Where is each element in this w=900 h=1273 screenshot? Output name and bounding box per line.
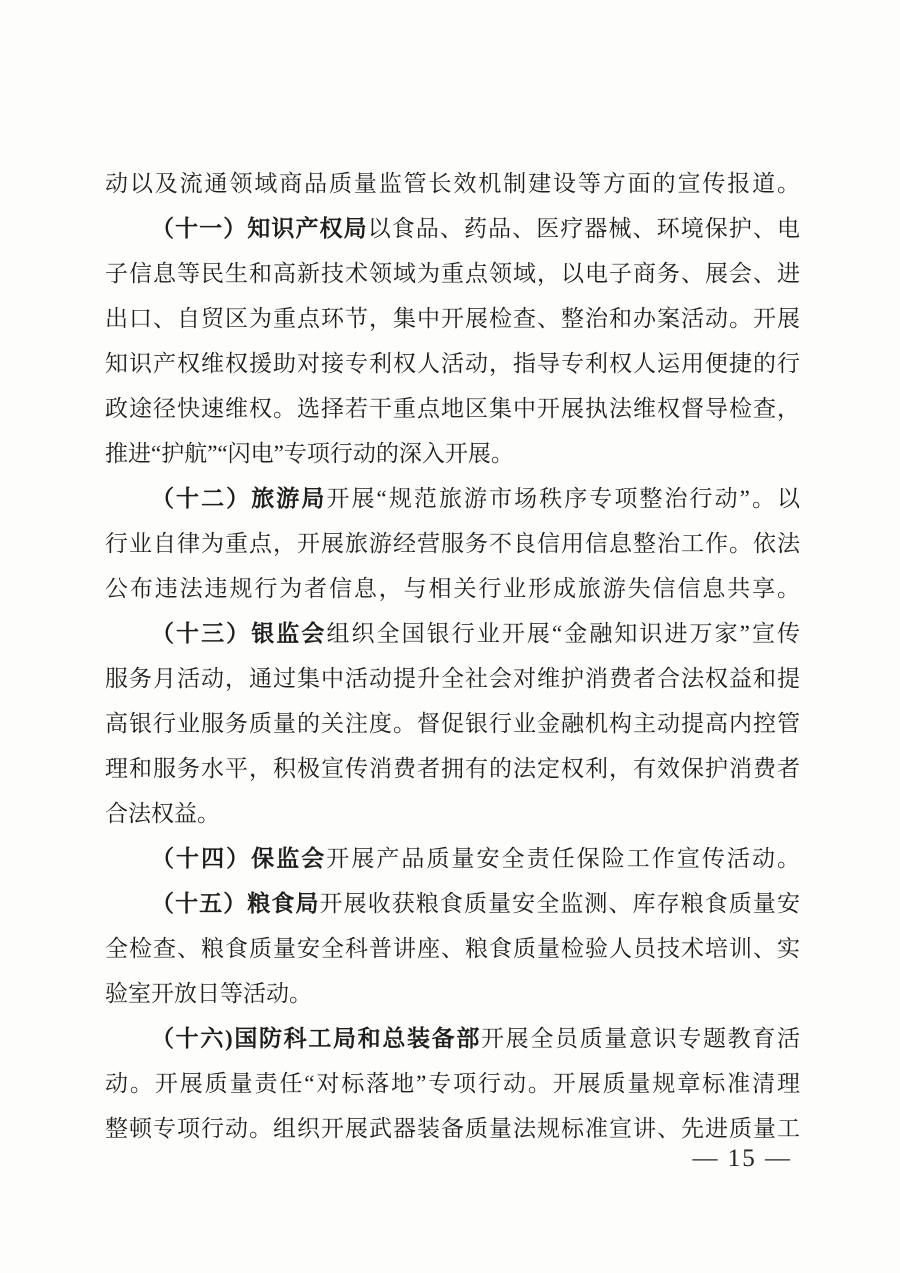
line-text: 验室开放日等活动。 [105, 981, 312, 1006]
org-name-bold: （十二）旅游局 [151, 486, 327, 511]
text-line [105, 566, 800, 611]
text-line [105, 386, 800, 431]
line-text: 开展“规范旅游市场秩序专项整治行动”。以 [326, 486, 800, 511]
text-line-paragraph-13 [105, 611, 800, 656]
line-text: 整顿专项行动。组织开展武器装备质量法规标准宣讲、先进质量工 [105, 1116, 800, 1141]
line-text: 以食品、药品、医疗器械、环境保护、电 [367, 216, 800, 241]
text-line [105, 1061, 800, 1106]
line-text: 推进“护航”“闪电”专项行动的深入开展。 [105, 441, 514, 466]
line-text: 动。开展质量责任“对标落地”专项行动。开展质量规章标准清理 [105, 1071, 800, 1096]
text-line-paragraph-12 [105, 476, 800, 521]
text-line [105, 431, 800, 476]
text-line [105, 701, 800, 746]
org-name-bold: （十六)国防科工局和总装备部 [151, 1026, 481, 1051]
line-text: 合法权益。 [105, 801, 220, 826]
line-text: 开展全员质量意识专题教育活 [481, 1026, 800, 1051]
line-text: 行业自律为重点，开展旅游经营服务不良信用信息整治工作。依法 [105, 531, 800, 556]
org-name-bold: （十五）粮食局 [151, 891, 320, 916]
text-line [105, 656, 800, 701]
line-text: 动以及流通领域商品质量监管长效机制建设等方面的宣传报道。 [105, 171, 800, 196]
org-name-bold: （十四）保监会 [151, 846, 327, 871]
line-text: 出口、自贸区为重点环节，集中开展检查、整治和办案活动。开展 [105, 306, 800, 331]
text-line-paragraph-16 [105, 1016, 800, 1061]
line-text: 开展产品质量安全责任保险工作宣传活动。 [326, 846, 800, 871]
line-text: 高银行业服务质量的关注度。督促银行业金融机构主动提高内控管 [105, 711, 800, 736]
text-line [105, 341, 800, 386]
line-text: 组织全国银行业开展“金融知识进万家”宣传 [326, 621, 800, 646]
org-name-bold: （十三）银监会 [151, 621, 327, 646]
page-number: — 15 — [692, 1145, 792, 1172]
line-text: 全检查、粮食质量安全科普讲座、粮食质量检验人员技术培训、实 [105, 936, 800, 961]
line-text: 服务月活动，通过集中活动提升全社会对维护消费者合法权益和提 [105, 666, 800, 691]
line-text: 理和服务水平，积极宣传消费者拥有的法定权利，有效保护消费者 [105, 756, 800, 781]
line-text: 知识产权维权援助对接专利权人活动，指导专利权人运用便捷的行 [105, 351, 800, 376]
text-line-paragraph-15 [105, 881, 800, 926]
org-name-bold: （十一）知识产权局 [151, 216, 368, 241]
text-line [105, 971, 800, 1016]
document-body [105, 161, 800, 1151]
line-text: 政途径快速维权。选择若干重点地区集中开展执法维权督导检查， [105, 396, 800, 421]
line-text: 公布违法违规行为者信息，与相关行业形成旅游失信信息共享。 [105, 576, 800, 601]
line-text: 开展收获粮食质量安全监测、库存粮食质量安 [319, 891, 800, 916]
text-line-paragraph-14 [105, 836, 800, 881]
text-line [105, 746, 800, 791]
text-line [105, 791, 800, 836]
text-line [105, 296, 800, 341]
text-line [105, 926, 800, 971]
line-text: 子信息等民生和高新技术领域为重点领域，以电子商务、展会、进 [105, 261, 800, 286]
text-line [105, 161, 800, 206]
text-line [105, 251, 800, 296]
text-line-paragraph-11 [105, 206, 800, 251]
text-line [105, 521, 800, 566]
